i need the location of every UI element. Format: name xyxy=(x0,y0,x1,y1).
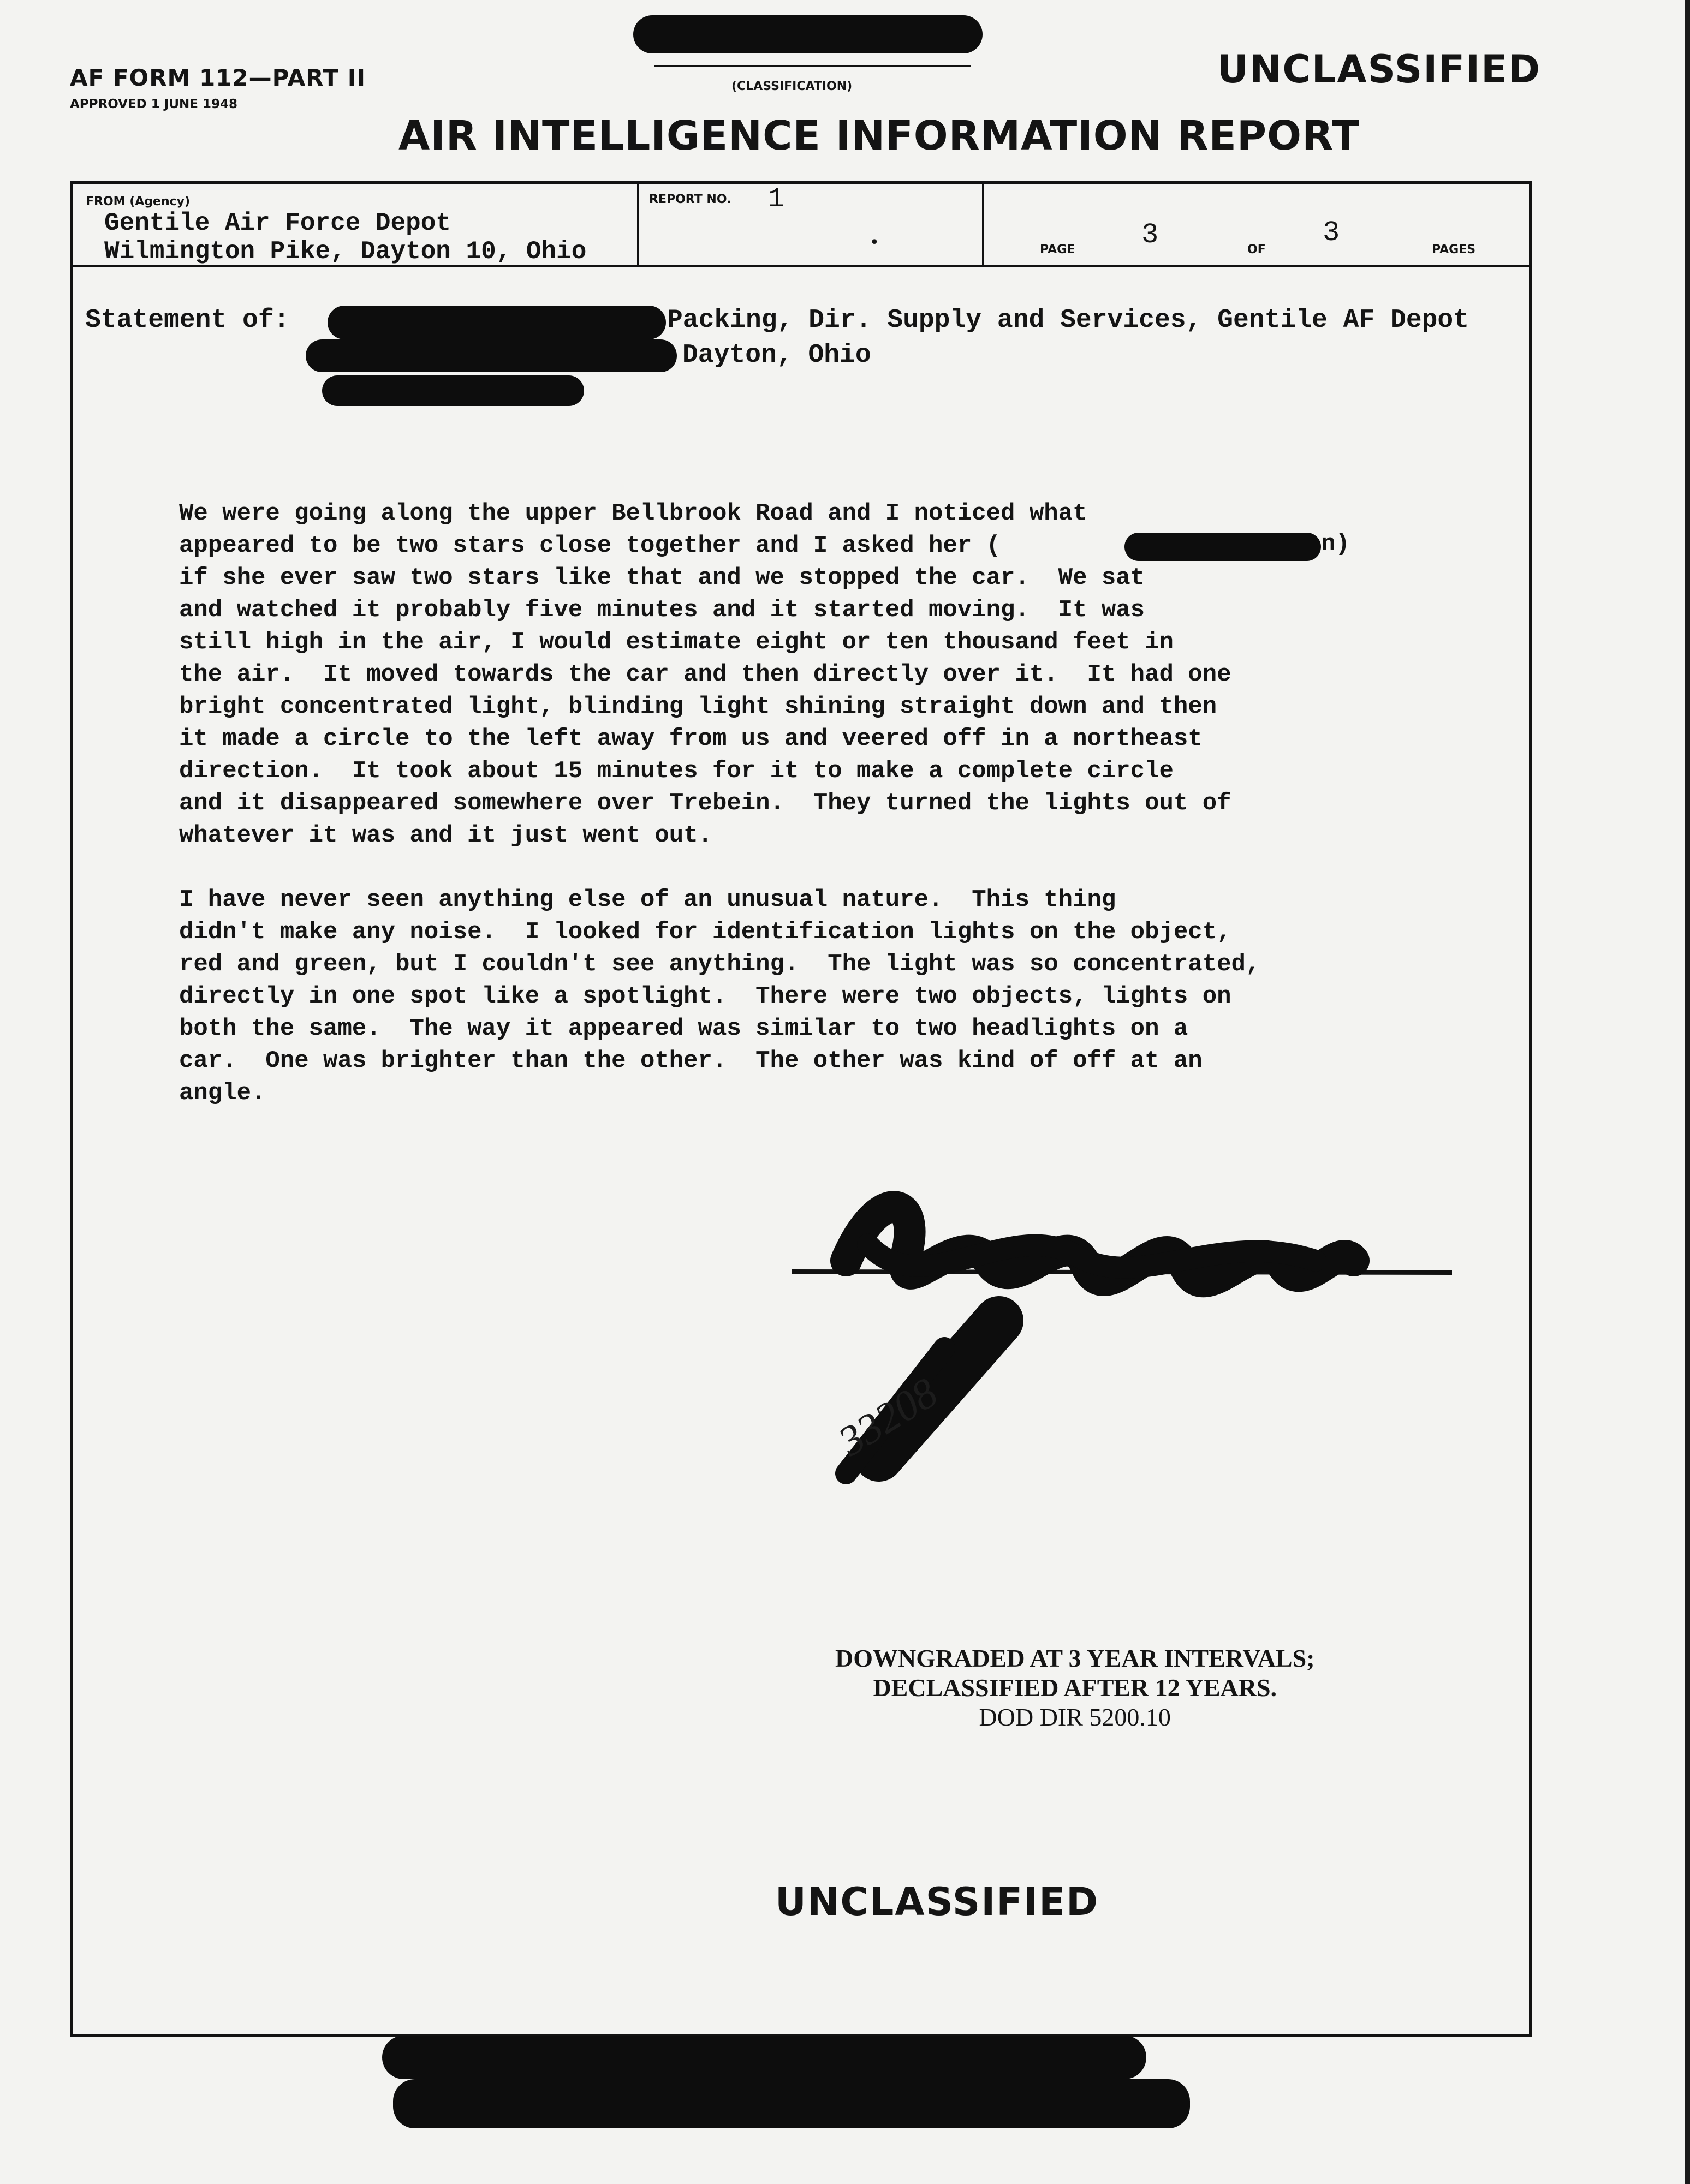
paragraph-line: if she ever saw two stars like that and we stopped the car. We sat xyxy=(179,564,1145,592)
paragraph-line: and watched it probably five minutes and it started moving. It was xyxy=(179,596,1145,624)
of-label: OF xyxy=(1247,243,1266,256)
paragraph-line: bright concentrated light, blinding light shining straight down and then xyxy=(179,693,1217,720)
redaction-bottom-2 xyxy=(393,2079,1190,2128)
downgrade-stamp xyxy=(835,1644,1315,1732)
divider xyxy=(637,184,639,265)
handwritten-number: 33208 xyxy=(830,1368,946,1465)
from-line-2: Wilmington Pike, Dayton 10, Ohio xyxy=(104,237,587,266)
redaction-inline xyxy=(1124,533,1321,561)
paragraph-line: angle. xyxy=(179,1079,266,1107)
stamp-line-3: DOD DIR 5200.10 xyxy=(979,1703,1171,1731)
total-pages-value: 3 xyxy=(1323,217,1340,249)
pages-label: PAGES xyxy=(1432,243,1476,256)
classification-line xyxy=(654,65,971,67)
paragraph-line: still high in the air, I would estimate eight or ten thousand feet in xyxy=(179,629,1174,656)
signature-redaction xyxy=(781,1151,1463,1599)
paragraph-line: whatever it was and it just went out. xyxy=(179,822,712,849)
from-line-1: Gentile Air Force Depot xyxy=(104,209,451,237)
redaction-extra xyxy=(322,375,584,406)
page-value: 3 xyxy=(1141,219,1159,251)
paragraph-line: didn't make any noise. I looked for identification lights on the object, xyxy=(179,918,1231,946)
redaction-bottom xyxy=(382,2036,1146,2079)
paragraph-line: directly in one spot like a spotlight. There were two objects, lights on xyxy=(179,983,1231,1010)
page-title: AIR INTELLIGENCE INFORMATION REPORT xyxy=(398,112,1360,159)
from-label: FROM (Agency) xyxy=(86,195,191,208)
paragraph-line: the air. It moved towards the car and then directly over it. It had one xyxy=(179,661,1231,688)
statement-label: Statement of: xyxy=(85,306,290,335)
redaction-name xyxy=(328,306,666,339)
approved-date: APPROVED 1 JUNE 1948 xyxy=(70,97,237,111)
form-header-row xyxy=(73,184,1529,267)
paragraph-line: We were going along the upper Bellbrook Road and I noticed what xyxy=(179,500,1087,527)
redaction-top xyxy=(633,15,983,53)
statement-paragraph-1 xyxy=(179,498,1231,852)
classification-label: (CLASSIFICATION) xyxy=(731,80,853,93)
redaction-address xyxy=(306,339,677,372)
statement-paragraph-2 xyxy=(179,884,1260,1109)
report-no-label: REPORT NO. xyxy=(649,193,731,206)
statement-line-2: Dayton, Ohio xyxy=(682,341,871,370)
paragraph-line: I have never seen anything else of an unusual nature. This thing xyxy=(179,886,1116,914)
page-label: PAGE xyxy=(1040,243,1075,256)
stamp-line-1: DOWNGRADED AT 3 YEAR INTERVALS; xyxy=(835,1644,1315,1672)
dot-mark: • xyxy=(870,233,879,252)
paragraph-line: red and green, but I couldn't see anything. The light was so concentrated, xyxy=(179,951,1260,978)
paragraph-line: direction. It took about 15 minutes for it to make a complete circle xyxy=(179,757,1174,785)
stamp-line-2: DECLASSIFIED AFTER 12 YEARS. xyxy=(873,1674,1277,1702)
scan-edge xyxy=(1685,0,1690,2184)
paragraph-line: it made a circle to the left away from us and veered off in a northeast xyxy=(179,725,1203,753)
paragraph-line: both the same. The way it appeared was similar to two headlights on a xyxy=(179,1015,1188,1042)
closing-paren: n) xyxy=(1321,530,1350,558)
divider xyxy=(982,184,984,265)
paragraph-line: appeared to be two stars close together and I asked her ( xyxy=(179,532,1001,559)
classification-top: UNCLASSIFIED xyxy=(1217,47,1542,92)
paragraph-line: and it disappeared somewhere over Trebein. They turned the lights out of xyxy=(179,790,1231,817)
classification-bottom: UNCLASSIFIED xyxy=(775,1879,1099,1924)
paragraph-line: car. One was brighter than the other. The other was kind of off at an xyxy=(179,1047,1203,1075)
statement-line-1: Packing, Dir. Supply and Services, Gentile AF Depot xyxy=(667,306,1469,335)
report-no-value: 1 xyxy=(768,184,785,215)
form-id: AF FORM 112—PART II xyxy=(70,64,366,91)
